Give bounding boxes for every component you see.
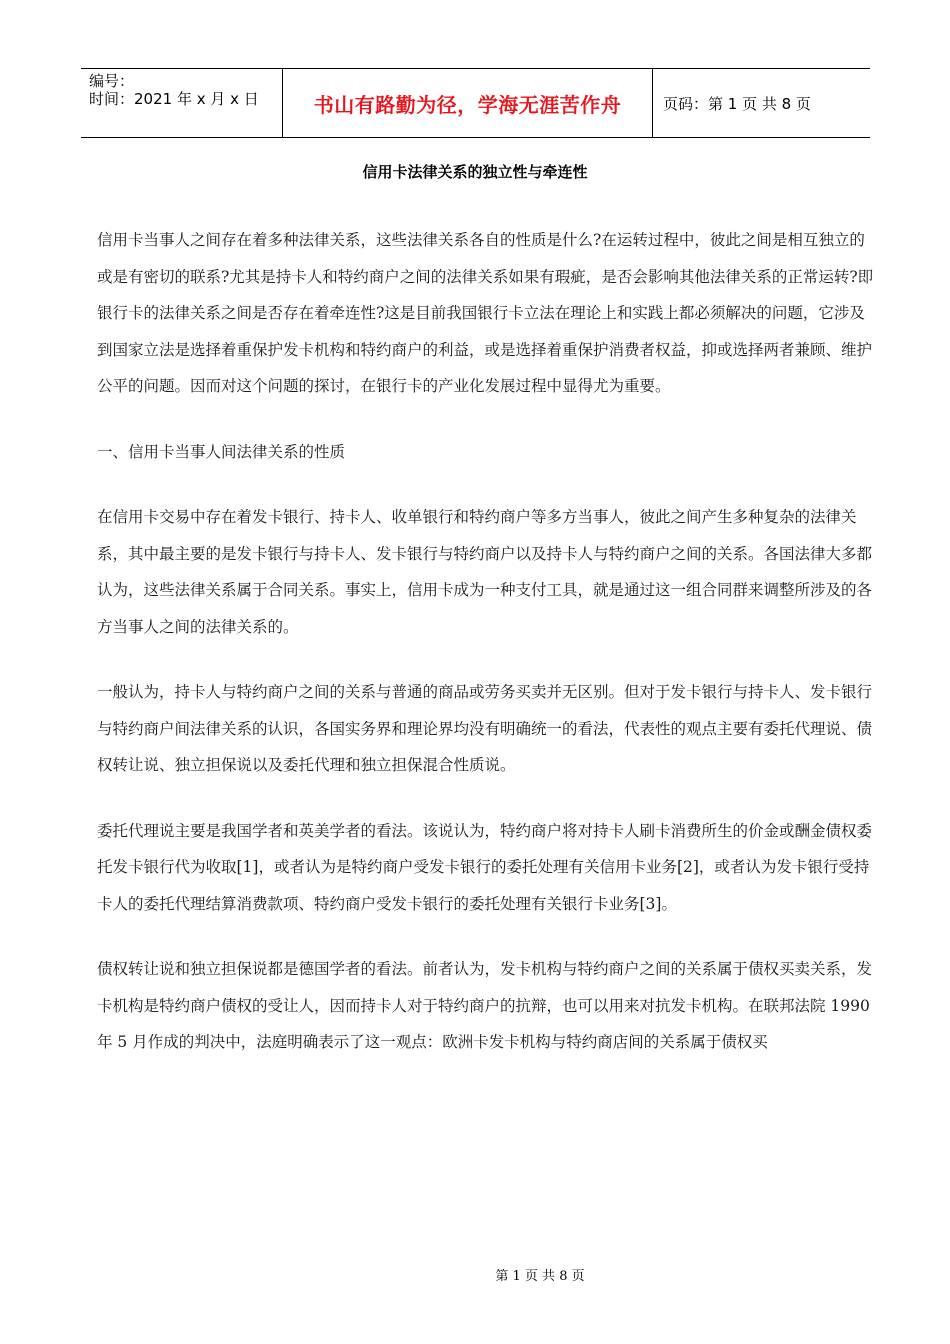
header-table [81,68,870,138]
paragraph-text: 信用卡当事人之间存在着多种法律关系，这些法律关系各自的性质是什么?在运转过程中，彼此之间是相互独立的或是有密切的联系?尤其是持卡人和特约商户之间的法律关系如果有瑕疵，是否会影响其他法律关系的正常运转?即银行卡的法律关系之间是否存在着牵连性?这是目前我国银行卡立法在理论上和实践上都必须解决的问题，它涉及到国家立法是选择着重保护发卡机构和特约商户的利益，或是选择着重保护消费者权益，抑或选择两者兼顾、维护公平的问题。因而对这个问题的探讨，在银行卡的产业化发展过程中显得尤为重要。 [97,231,874,395]
header-motto: 书山有路勤为径，学海无涯苦作舟 [313,92,622,117]
paragraph-text: 委托代理说主要是我国学者和英美学者的看法。该说认为，特约商户将对持卡人刷卡消费所生的价金或酬金债权委托发卡银行代为收取[1]，或者认为是特约商户受发卡银行的委托处理有关信用卡业务[2]，或者认为发卡银行受持卡人的委托代理结算消费款项、特约商户受发卡银行的委托处理有关银行卡业务[3]。 [97,821,873,913]
header-divider [652,69,653,137]
document-time-label: 时间：2021 年 x 月 x 日 [89,90,259,108]
header-meta [89,72,279,108]
paragraph [97,499,879,645]
document-number-label: 编号： [89,72,135,90]
section-heading [97,434,879,471]
document-title: 信用卡法律关系的独立性与牵连性 [362,163,588,181]
paragraph [97,951,879,1061]
paragraph-text: 一般认为，持卡人与特约商户之间的关系与普通的商品或劳务买卖并无区别。但对于发卡银行与持卡人、发卡银行与特约商户间法律关系的认识，各国实务界和理论界均没有明确统一的看法，代表性的观点主要有委托代理说、债权转让说、独立担保说以及委托代理和独立担保混合性质说。 [97,683,873,774]
header-page-info: 页码：第 1 页 共 8 页 [663,94,811,113]
paragraph [97,222,879,405]
document-body [97,222,879,1061]
section-heading-text: 一、信用卡当事人间法律关系的性质 [97,442,346,461]
paragraph-text: 在信用卡交易中存在着发卡银行、持卡人、收单银行和特约商户等多方当事人，彼此之间产生多种复杂的法律关系，其中最主要的是发卡银行与持卡人、发卡银行与特约商户以及持卡人与特约商户之间的关系。各国法律大多都认为，这些法律关系属于合同关系。事实上，信用卡成为一种支付工具，就是通过这一组合同群来调整所涉及的各方当事人之间的法律关系的。 [97,508,873,636]
paragraph [97,674,879,784]
page-footer: 第 1 页 共 8 页 [495,1269,585,1284]
paragraph [97,813,879,923]
paragraph-text: 债权转让说和独立担保说都是德国学者的看法。前者认为，发卡机构与特约商户之间的关系属于债权买卖关系，发卡机构是特约商户债权的受让人，因而持卡人对于特约商户的抗辩，也可以用来对抗发卡机构。在联邦法院 1990 年 5 月作成的判决中，法庭明确表示了这一观点：欧洲卡发卡机构与特约商店间的关系属于债权买 [97,960,873,1051]
